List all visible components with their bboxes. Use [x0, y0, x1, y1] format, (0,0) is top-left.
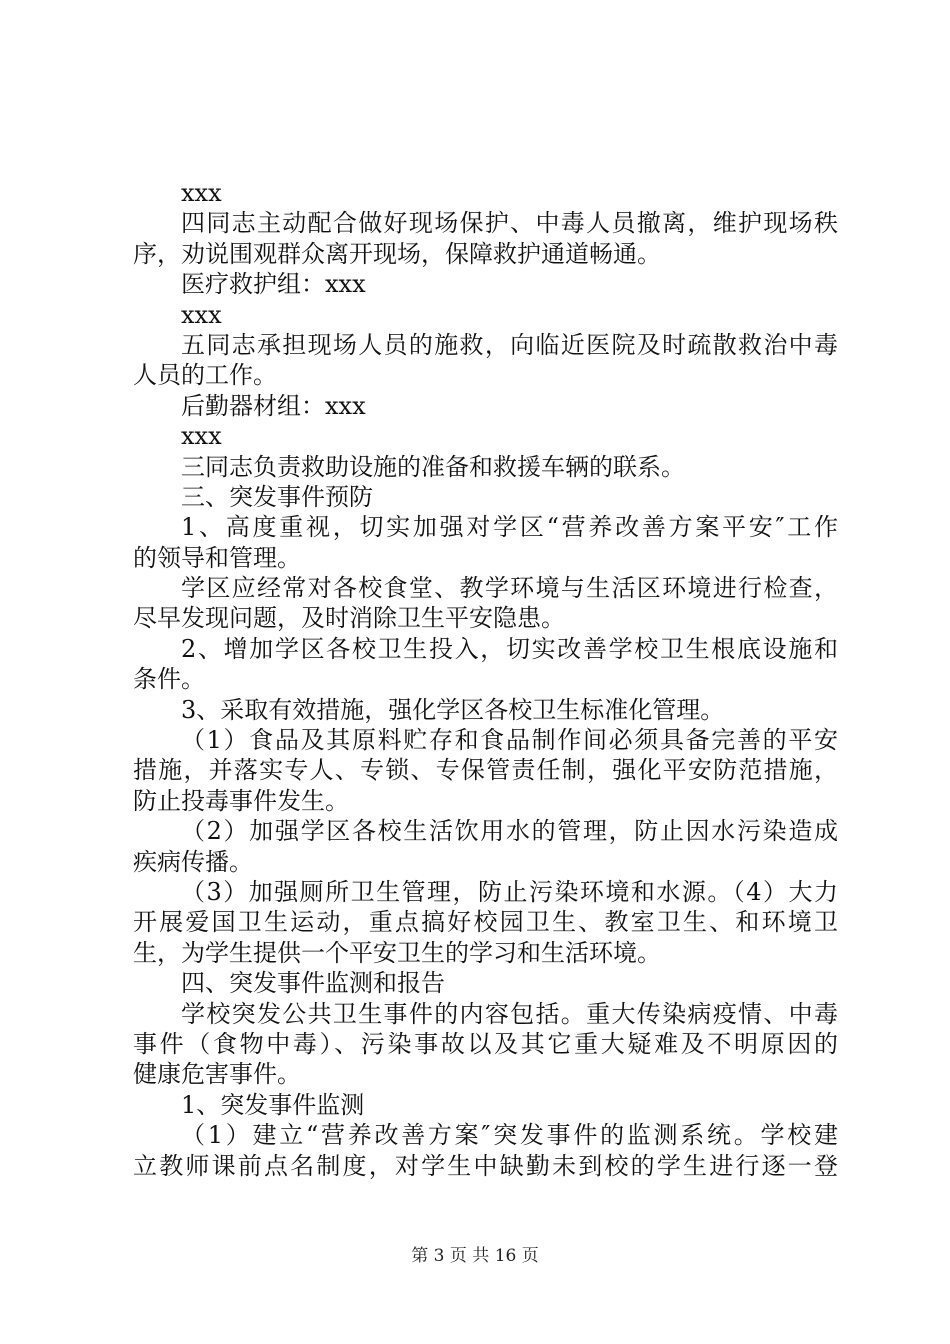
text-line: 序，劝说围观群众离开现场，保障救护通道畅通。 — [133, 239, 661, 268]
text-line: 学校突发公共卫生事件的内容包括。重大传染病疫情、中毒 — [181, 999, 838, 1028]
text-line: 的领导和管理。 — [133, 543, 301, 572]
text-line: （2）加强学区各校生活饮用水的管理，防止因水污染造成 — [181, 817, 838, 846]
text-line: 生，为学生提供一个平安卫生的学习和生活环境。 — [133, 938, 661, 967]
text-line: 尽早发现问题，及时消除卫生平安隐患。 — [133, 604, 565, 633]
text-line: 三同志负责救助设施的准备和救援车辆的联系。 — [181, 452, 685, 481]
text-line: 学区应经常对各校食堂、教学环境与生活区环境进行检查， — [181, 574, 838, 603]
text-line: 防止投毒事件发生。 — [133, 786, 349, 815]
text-line: 立教师课前点名制度，对学生中缺勤未到校的学生进行逐一登 — [133, 1151, 838, 1180]
text-line: 五同志承担现场人员的施救，向临近医院及时疏散救治中毒 — [181, 330, 838, 359]
text-line: 人员的工作。 — [133, 361, 277, 390]
text-line: （1）食品及其原料贮存和食品制作间必须具备完善的平安 — [181, 726, 838, 755]
text-line: 开展爱国卫生运动，重点搞好校园卫生、教室卫生、和环境卫 — [133, 908, 838, 937]
text-line: 健康危害事件。 — [133, 1060, 301, 1089]
text-line: 2、增加学区各校卫生投入，切实改善学校卫生根底设施和 — [181, 634, 838, 663]
text-line: 3、采取有效措施，强化学区各校卫生标准化管理。 — [181, 695, 725, 724]
text-line: 疾病传播。 — [133, 847, 253, 876]
text-line: 措施，并落实专人、专锁、专保管责任制，强化平安防范措施， — [133, 756, 838, 785]
text-line: 1、突发事件监测 — [181, 1090, 365, 1119]
text-line: xxx — [181, 179, 222, 207]
text-line: 四同志主动配合做好现场保护、中毒人员撤离，维护现场秩 — [181, 209, 838, 238]
text-line: xxx — [181, 422, 222, 451]
text-line: xxx — [181, 300, 222, 329]
document-body — [133, 178, 838, 1181]
text-line: 事件（食物中毒）、污染事故以及其它重大疑难及不明原因的 — [133, 1029, 838, 1058]
page-footer: 第 3 页 共 16 页 — [411, 1246, 539, 1266]
text-line: （3）加强厕所卫生管理，防止污染环境和水源。（4）大力 — [181, 877, 838, 906]
text-line: 1、高度重视，切实加强对学区“营养改善方案平安″工作 — [181, 513, 838, 542]
text-line: （1）建立“营养改善方案″突发事件的监测系统。学校建 — [181, 1121, 838, 1150]
text-line: 医疗救护组：xxx — [181, 270, 366, 299]
text-line: 后勤器材组：xxx — [181, 391, 366, 420]
text-line: 条件。 — [133, 665, 205, 694]
text-line: 三、突发事件预防 — [181, 482, 373, 511]
text-line: 四、突发事件监测和报告 — [181, 969, 445, 998]
